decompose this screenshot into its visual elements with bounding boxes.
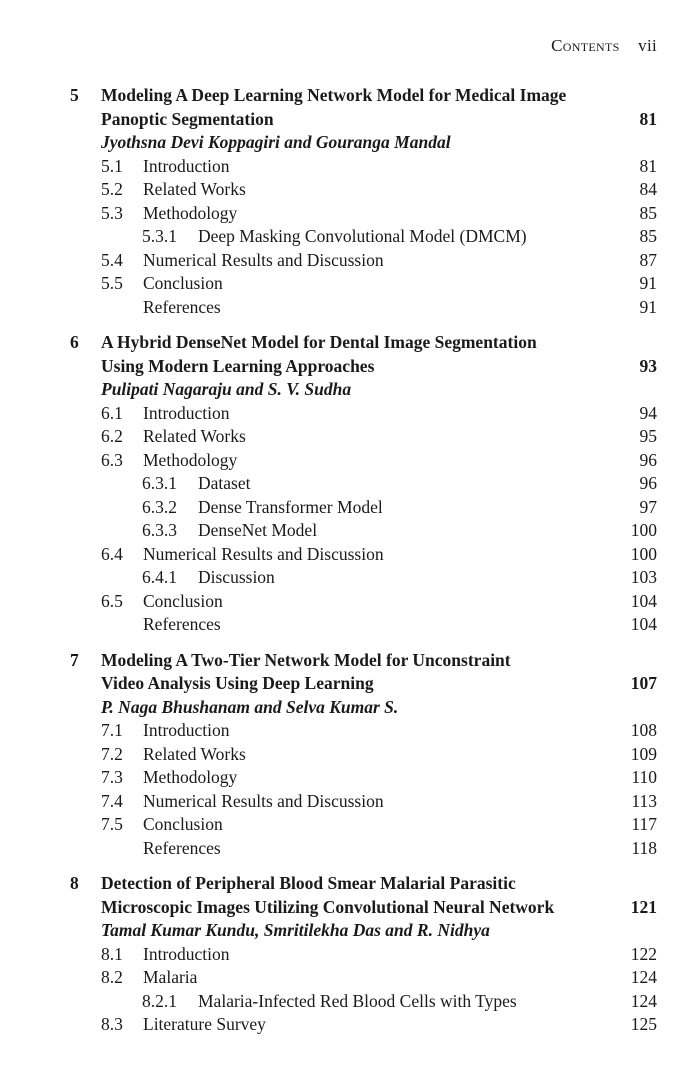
section-page-number: 110	[631, 767, 657, 787]
toc-section-entry[interactable]	[70, 543, 657, 567]
section-title: References	[143, 614, 221, 634]
section-page-number: 117	[631, 814, 657, 834]
running-head	[551, 36, 657, 56]
section-page-number: 96	[639, 449, 657, 470]
section-page-number: 108	[630, 720, 657, 740]
toc-section-entry[interactable]	[70, 178, 657, 202]
section-title: Introduction	[143, 720, 230, 740]
toc-section-entry[interactable]	[70, 743, 657, 767]
section-page-number: 85	[639, 226, 657, 246]
section-number: 8.3	[101, 1014, 123, 1034]
section-title: References	[143, 296, 221, 317]
section-number: 5.5	[101, 273, 123, 293]
section-title: Numerical Results and Discussion	[143, 543, 384, 564]
section-number: 6.3.3	[142, 520, 177, 540]
toc-section-entry[interactable]	[70, 966, 657, 990]
toc-section-entry[interactable]	[70, 766, 657, 790]
section-title: Deep Masking Convolutional Model (DMCM)	[198, 226, 527, 246]
running-head-page-number: vii	[638, 36, 657, 55]
section-number: 6.1	[101, 402, 123, 423]
section-page-number: 103	[630, 567, 657, 587]
section-number: 7.1	[101, 720, 123, 740]
section-page-number: 109	[630, 743, 657, 764]
section-title: Conclusion	[143, 814, 223, 834]
section-title: Related Works	[143, 426, 246, 446]
section-title: Methodology	[143, 767, 238, 787]
section-page-number: 87	[639, 249, 657, 270]
section-page-number: 118	[631, 837, 657, 858]
section-number: 7.4	[101, 790, 123, 811]
chapter-entry	[70, 649, 657, 861]
section-number: 6.4	[101, 543, 123, 564]
section-page-number: 125	[630, 1014, 657, 1034]
section-page-number: 100	[630, 543, 657, 564]
chapter-title-line[interactable]: A Hybrid DenseNet Model for Dental Image Segmentation	[101, 332, 537, 352]
toc-section-entry[interactable]	[70, 402, 657, 426]
chapter-entry	[70, 331, 657, 637]
chapter-title-line[interactable]: Detection of Peripheral Blood Smear Malarial Parasitic	[101, 873, 516, 893]
section-page-number: 104	[630, 614, 657, 634]
section-number: 6.3.1	[142, 473, 177, 493]
toc-subsection-entry[interactable]	[70, 519, 657, 543]
section-number: 6.3	[101, 449, 123, 470]
section-page-number: 94	[639, 402, 657, 423]
toc-section-entry[interactable]	[70, 719, 657, 743]
chapter-authors: Pulipati Nagaraju and S. V. Sudha	[101, 379, 352, 399]
section-title: References	[143, 837, 221, 858]
toc-references-entry[interactable]	[70, 296, 657, 320]
section-title: Dense Transformer Model	[198, 496, 383, 517]
section-number: 5.4	[101, 249, 123, 270]
section-title: Conclusion	[143, 590, 223, 611]
section-title: Methodology	[143, 202, 238, 223]
chapter-page-number: 93	[639, 355, 657, 376]
section-page-number: 84	[639, 179, 657, 199]
toc-subsection-entry[interactable]	[70, 990, 657, 1014]
section-number: 6.2	[101, 426, 123, 446]
chapter-title-block	[70, 872, 657, 919]
toc-subsection-entry[interactable]	[70, 225, 657, 249]
section-page-number: 113	[631, 790, 657, 811]
section-number: 6.4.1	[142, 567, 177, 587]
chapter-authors: P. Naga Bhushanam and Selva Kumar S.	[101, 696, 399, 717]
toc-section-entry[interactable]	[70, 1013, 657, 1037]
section-title: Dataset	[198, 473, 251, 493]
section-page-number: 124	[630, 990, 657, 1011]
section-number: 8.2	[101, 967, 123, 987]
chapter-title-line[interactable]: Modeling A Deep Learning Network Model for Medical Image	[101, 85, 567, 105]
toc-section-entry[interactable]	[70, 155, 657, 179]
toc-section-entry[interactable]	[70, 813, 657, 837]
chapter-number: 5	[70, 85, 79, 105]
toc-references-entry[interactable]	[70, 837, 657, 861]
section-number: 8.2.1	[142, 990, 177, 1011]
running-head-title: Contents	[551, 36, 620, 55]
section-title: DenseNet Model	[198, 520, 318, 540]
toc-references-entry[interactable]	[70, 613, 657, 637]
section-page-number: 122	[630, 943, 657, 964]
toc-subsection-entry[interactable]	[70, 472, 657, 496]
section-number: 6.5	[101, 590, 123, 611]
section-title: Introduction	[143, 943, 230, 964]
section-number: 5.3.1	[142, 226, 177, 246]
toc-subsection-entry[interactable]	[70, 496, 657, 520]
chapter-title-line[interactable]: Modeling A Two-Tier Network Model for Unconstraint	[101, 649, 511, 670]
chapter-authors: Tamal Kumar Kundu, Smritilekha Das and R. Nidhya	[101, 920, 490, 940]
chapter-number: 7	[70, 649, 79, 670]
chapter-title-block	[70, 84, 657, 131]
section-number: 5.2	[101, 179, 123, 199]
table-of-contents	[70, 84, 657, 1037]
chapter-number: 8	[70, 873, 79, 893]
section-title: Related Works	[143, 179, 246, 199]
section-title: Methodology	[143, 449, 238, 470]
chapter-title-line[interactable]: Using Modern Learning Approaches	[101, 355, 375, 376]
section-title: Introduction	[143, 155, 230, 176]
toc-section-entry[interactable]	[70, 590, 657, 614]
section-number: 7.2	[101, 743, 123, 764]
toc-section-entry[interactable]	[70, 425, 657, 449]
section-title: Numerical Results and Discussion	[143, 249, 384, 270]
toc-section-entry[interactable]	[70, 249, 657, 273]
section-page-number: 97	[639, 496, 657, 517]
section-title: Literature Survey	[143, 1014, 266, 1034]
section-title: Conclusion	[143, 273, 223, 293]
section-page-number: 100	[630, 520, 657, 540]
section-page-number: 91	[639, 296, 657, 317]
section-page-number: 91	[639, 273, 657, 293]
chapter-page-number: 121	[630, 896, 657, 917]
toc-subsection-entry[interactable]	[70, 566, 657, 590]
section-number: 7.3	[101, 767, 123, 787]
chapter-title-line[interactable]: Panoptic Segmentation	[101, 108, 274, 129]
chapter-entry	[70, 84, 657, 319]
chapter-title-block	[70, 649, 657, 696]
chapter-title-block	[70, 331, 657, 378]
section-number: 6.3.2	[142, 496, 177, 517]
section-title: Introduction	[143, 402, 230, 423]
section-title: Related Works	[143, 743, 246, 764]
section-page-number: 95	[639, 426, 657, 446]
section-page-number: 124	[630, 967, 657, 987]
section-page-number: 104	[630, 590, 657, 611]
chapter-authors: Jyothsna Devi Koppagiri and Gouranga Mandal	[101, 132, 451, 152]
chapter-number: 6	[70, 332, 79, 352]
toc-section-entry[interactable]	[70, 202, 657, 226]
chapter-entry	[70, 872, 657, 1037]
toc-section-entry[interactable]	[70, 943, 657, 967]
section-title: Malaria-Infected Red Blood Cells with Types	[198, 990, 517, 1011]
chapter-page-number: 81	[639, 108, 657, 129]
toc-section-entry[interactable]	[70, 449, 657, 473]
section-number: 7.5	[101, 814, 123, 834]
section-number: 8.1	[101, 943, 123, 964]
section-page-number: 81	[639, 155, 657, 176]
chapter-page-number: 107	[630, 673, 657, 693]
section-title: Numerical Results and Discussion	[143, 790, 384, 811]
chapter-title-line[interactable]: Video Analysis Using Deep Learning	[101, 673, 374, 693]
section-title: Malaria	[143, 967, 198, 987]
toc-section-entry[interactable]	[70, 272, 657, 296]
section-page-number: 85	[639, 202, 657, 223]
section-number: 5.1	[101, 155, 123, 176]
section-title: Discussion	[198, 567, 275, 587]
toc-section-entry[interactable]	[70, 790, 657, 814]
section-number: 5.3	[101, 202, 123, 223]
chapter-title-line[interactable]: Microscopic Images Utilizing Convolutional Neural Network	[101, 896, 555, 917]
section-page-number: 96	[639, 473, 657, 493]
